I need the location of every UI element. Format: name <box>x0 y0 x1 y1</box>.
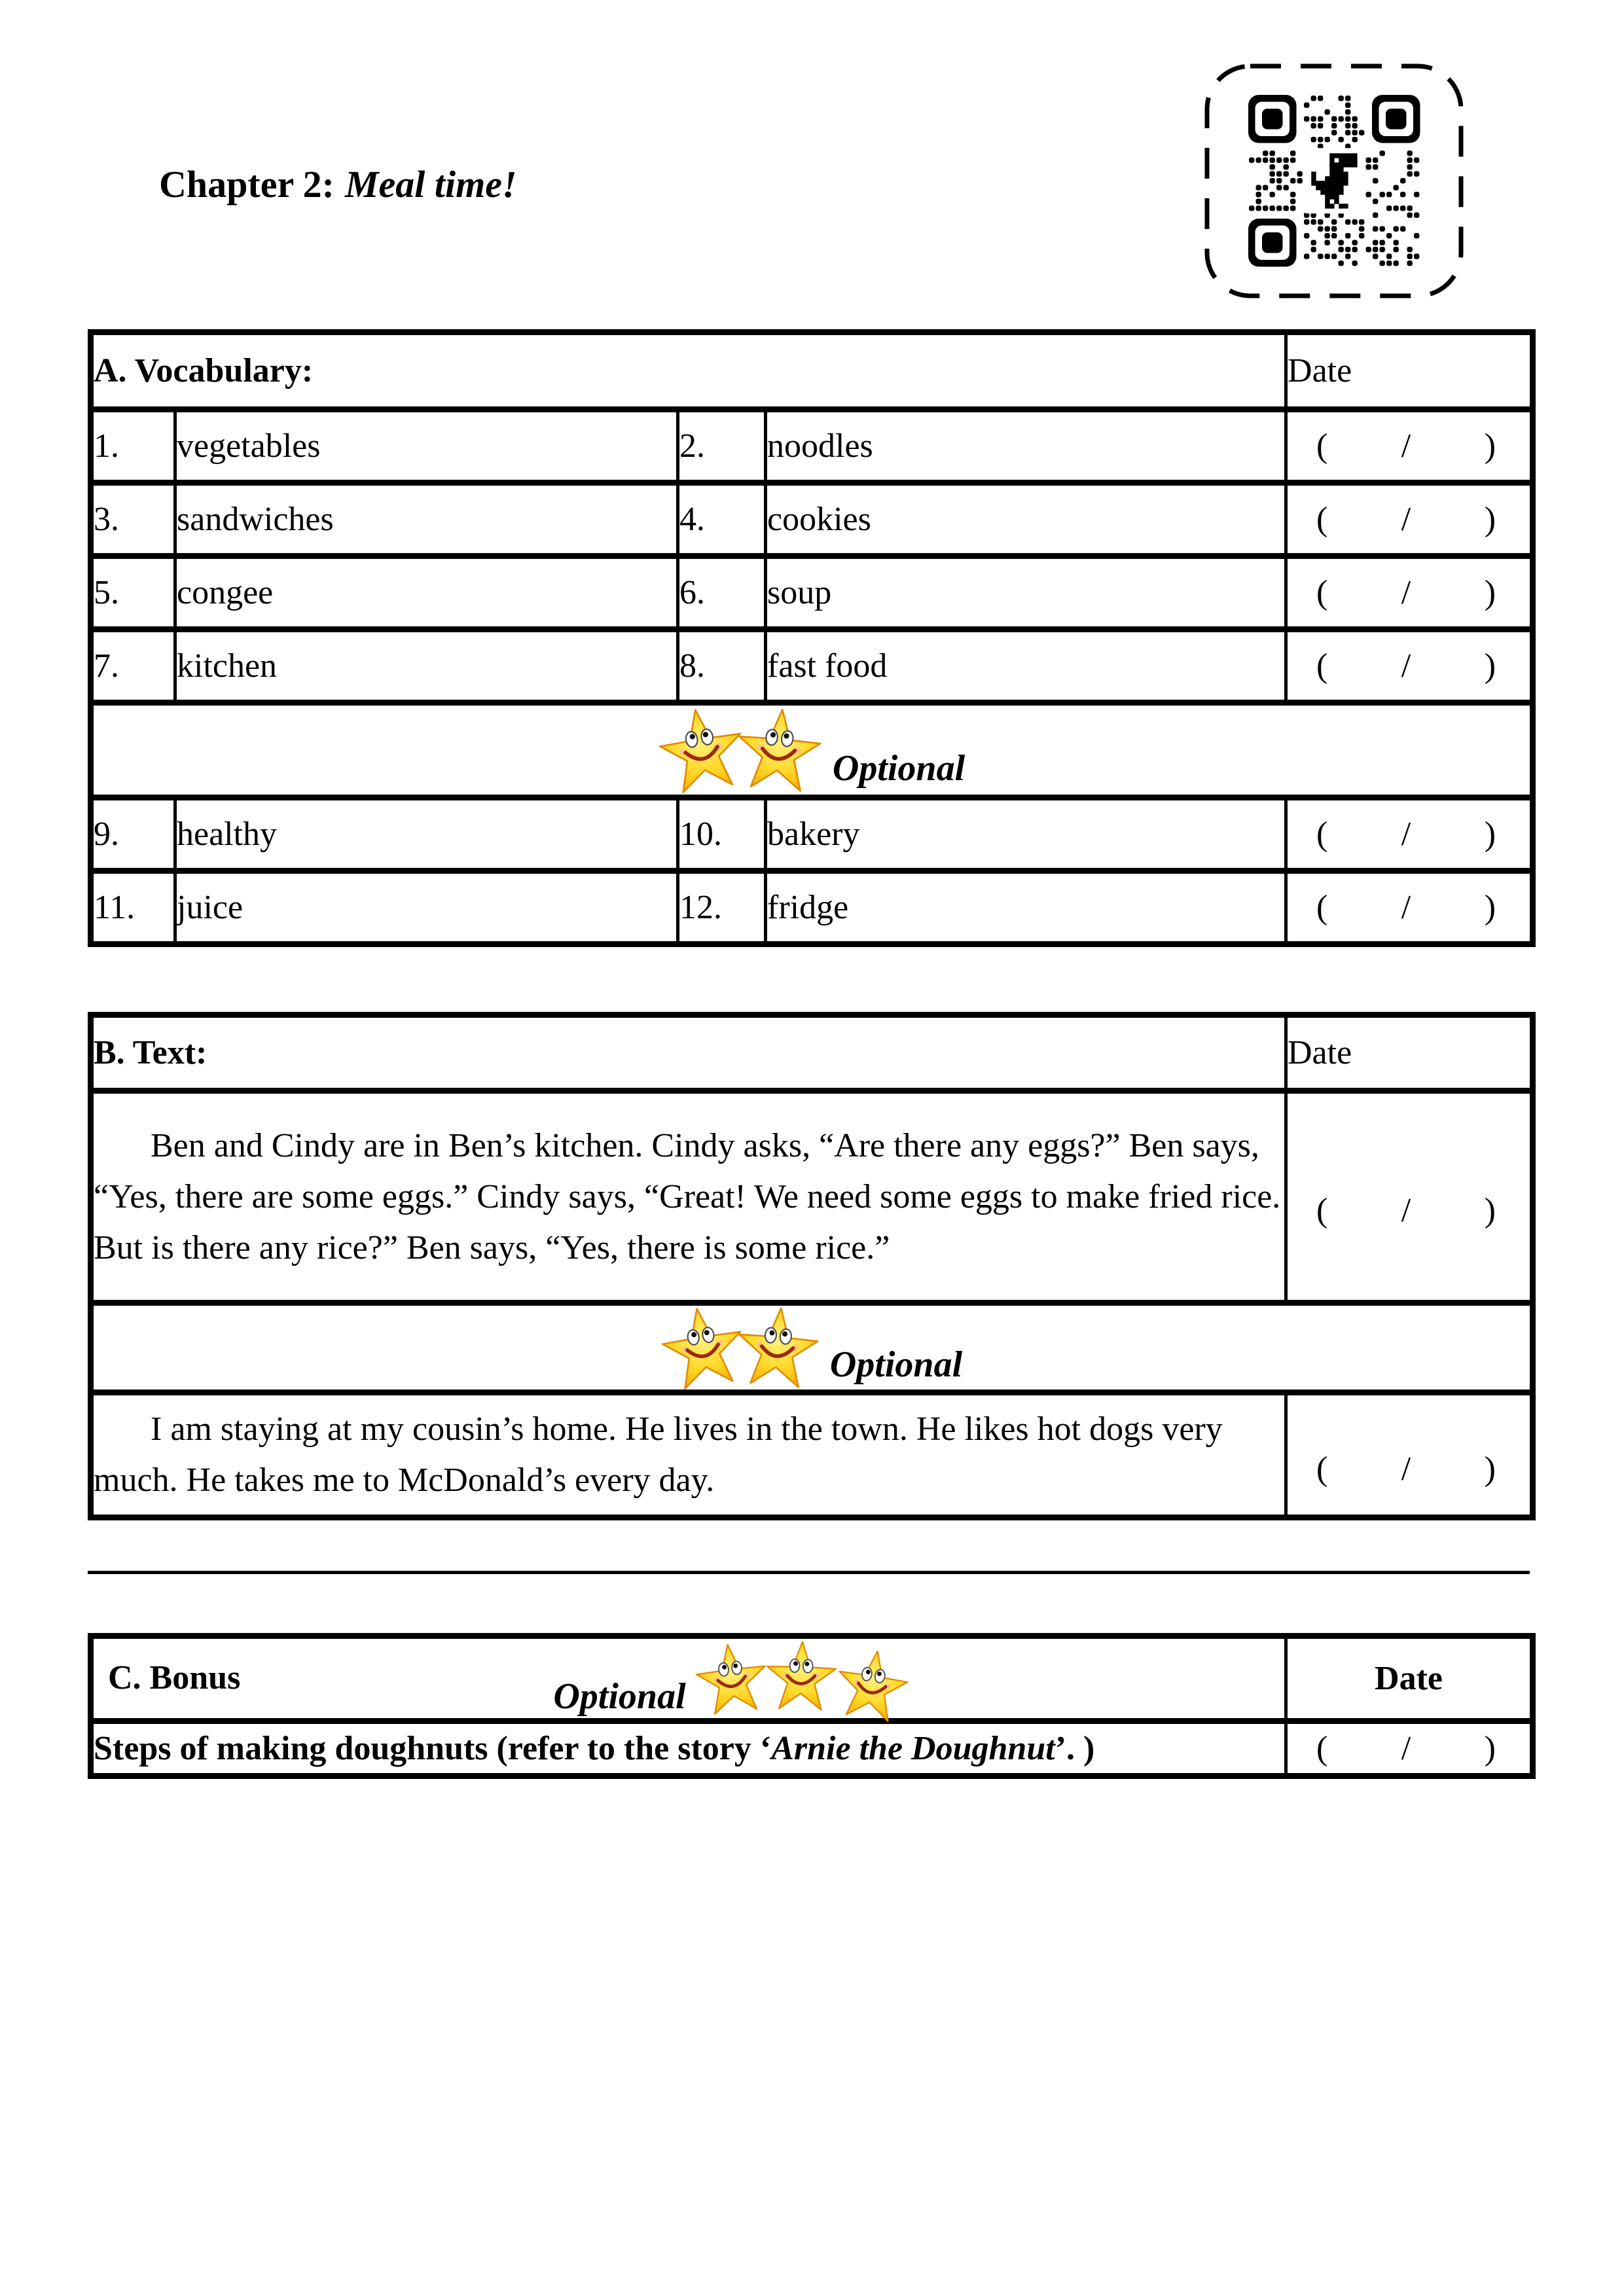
page-title <box>159 162 517 206</box>
optional-banner <box>94 1642 1284 1715</box>
date-entry-cell: ( / ) <box>1286 1393 1533 1518</box>
item-number: 5. <box>91 556 175 630</box>
vocabulary-heading: A. Vocabulary: <box>91 332 1286 410</box>
date-entry-cell: ( / ) <box>1286 1091 1533 1303</box>
item-number: 3. <box>91 483 175 556</box>
optional-banner <box>91 703 1533 798</box>
item-number: 4. <box>678 483 766 556</box>
date-entry-cell: ( / ) <box>1286 410 1533 483</box>
bonus-header-cell <box>91 1636 1286 1721</box>
item-number: 7. <box>91 630 175 703</box>
date-entry-cell: ( / ) <box>1286 1721 1533 1776</box>
vocab-word: congee <box>175 556 678 630</box>
optional-label: Optional <box>829 1344 963 1385</box>
bonus-task: Steps of making doughnuts (refer to the story ‘Arnie the Doughnut’. ) <box>91 1721 1286 1776</box>
date-column-label: Date <box>1286 332 1533 410</box>
date-entry-cell: ( / ) <box>1286 871 1533 944</box>
table-row <box>91 483 1533 556</box>
date-entry-cell: ( / ) <box>1286 556 1533 630</box>
vocab-word: healthy <box>175 798 678 871</box>
vocab-word: kitchen <box>175 630 678 703</box>
vocab-word: noodles <box>766 410 1286 483</box>
table-row <box>91 798 1533 871</box>
smiley-star-icon <box>732 703 825 797</box>
optional-label: Optional <box>553 1676 686 1717</box>
item-number: 6. <box>678 556 766 630</box>
item-number: 1. <box>91 410 175 483</box>
item-number: 8. <box>678 630 766 703</box>
story-title: Arnie the Doughnut <box>771 1730 1055 1767</box>
vocab-word: bakery <box>766 798 1286 871</box>
item-number: 12. <box>678 871 766 944</box>
vocab-word: cookies <box>766 483 1286 556</box>
optional-label: Optional <box>832 748 965 789</box>
date-column-label: Date <box>1286 1015 1533 1091</box>
item-number: 9. <box>91 798 175 871</box>
item-number: 11. <box>91 871 175 944</box>
qr-code <box>1203 62 1465 303</box>
vocab-word: soup <box>766 556 1286 630</box>
table-row <box>91 410 1533 483</box>
smiley-star-icon <box>830 1643 914 1727</box>
bonus-heading: C. Bonus <box>108 1659 241 1696</box>
item-number: 10. <box>678 798 766 871</box>
chapter-label: Chapter 2: <box>159 163 334 206</box>
text-heading: B. Text: <box>91 1015 1286 1091</box>
reading-paragraph: Ben and Cindy are in Ben’s kitchen. Cindy asks, “Are there any eggs?” Ben says, “Yes, there are some eggs.” Cindy says, “Great! We need some eggs to make fried rice. But is there any rice?” Ben says, “Yes, there is some rice.” <box>91 1091 1286 1303</box>
smiley-star-icon <box>732 1302 823 1393</box>
smiley-star-icon <box>763 1638 839 1714</box>
date-entry-cell: ( / ) <box>1286 630 1533 703</box>
vocab-word: vegetables <box>175 410 678 483</box>
section-divider <box>88 1571 1530 1574</box>
chapter-name: Meal time! <box>344 163 517 206</box>
bonus-table <box>88 1633 1536 1779</box>
item-number: 2. <box>678 410 766 483</box>
vocab-word: fast food <box>766 630 1286 703</box>
table-row <box>91 871 1533 944</box>
table-row <box>91 556 1533 630</box>
vocab-word: sandwiches <box>175 483 678 556</box>
vocabulary-table <box>88 329 1536 947</box>
vocab-word: juice <box>175 871 678 944</box>
vocab-word: fridge <box>766 871 1286 944</box>
date-entry-cell: ( / ) <box>1286 798 1533 871</box>
optional-banner <box>91 1303 1533 1393</box>
date-entry-cell: ( / ) <box>1286 483 1533 556</box>
smiley-star-icon <box>691 1638 772 1719</box>
optional-paragraph: I am staying at my cousin’s home. He lives in the town. He likes hot dogs very much. He takes me to McDonald’s every day. <box>91 1393 1286 1518</box>
qr-code-with-dino-icon <box>1203 62 1465 300</box>
date-column-label: Date <box>1286 1636 1533 1721</box>
text-table <box>88 1012 1536 1520</box>
table-row <box>91 630 1533 703</box>
